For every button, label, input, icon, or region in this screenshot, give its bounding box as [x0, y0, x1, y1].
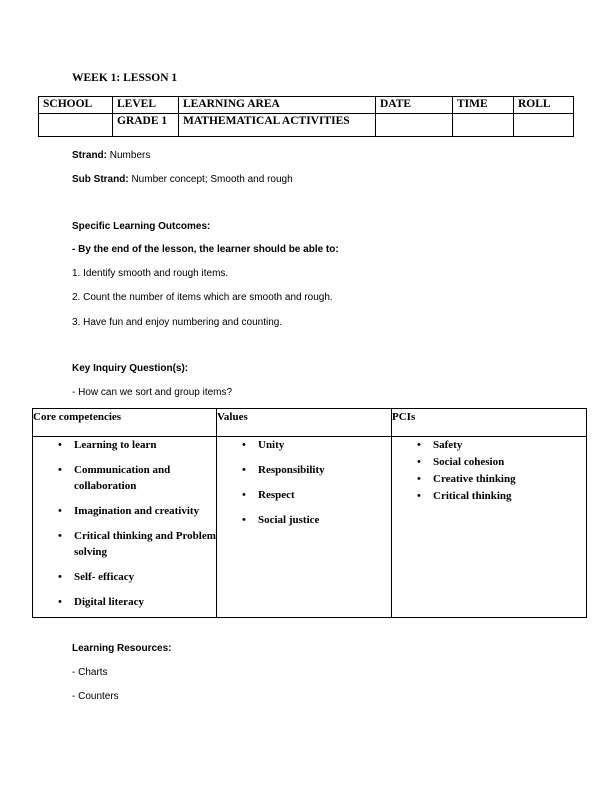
strand-value: Numbers	[107, 150, 151, 161]
list-item: • Self- efficacy	[58, 571, 135, 583]
list-item: • Creative thinking	[417, 473, 516, 485]
header-pcis: PCIs	[392, 409, 587, 437]
bullet-icon: •	[242, 464, 246, 476]
bullet-icon: •	[58, 571, 62, 583]
strand-label: Strand:	[72, 150, 107, 161]
list-item: • Learning to learn	[58, 439, 157, 451]
bullet-icon: •	[58, 530, 62, 542]
list-item: • Communication and collaboration	[58, 464, 171, 492]
cell-date	[376, 114, 453, 137]
list-item: • Unity	[242, 439, 285, 451]
lesson-title: WEEK 1: LESSON 1	[72, 72, 178, 84]
header-date: DATE	[376, 97, 453, 114]
header-learning-area: LEARNING AREA	[179, 97, 376, 114]
table-row	[39, 114, 574, 137]
values-cell	[217, 437, 392, 618]
bullet-icon: •	[417, 490, 421, 502]
outcome-item-2: 2. Count the number of items which are smooth and rough.	[72, 292, 333, 303]
competencies-header-row	[33, 409, 587, 437]
header-row	[39, 97, 574, 114]
cell-learning-area: MATHEMATICAL ACTIVITIES	[179, 114, 376, 137]
sub-strand-line	[72, 173, 293, 186]
pcis-list	[392, 437, 586, 504]
strand-line	[72, 149, 150, 162]
bullet-icon: •	[242, 514, 246, 526]
sub-strand-value: Number concept; Smooth and rough	[128, 174, 293, 185]
header-values: Values	[217, 409, 392, 437]
resource-item-2: - Counters	[72, 691, 119, 702]
cell-level: GRADE 1	[113, 114, 179, 137]
cell-roll	[514, 114, 574, 137]
outcomes-intro: - By the end of the lesson, the learner should be able to:	[72, 244, 339, 255]
bullet-icon: •	[58, 596, 62, 608]
list-item: • Imagination and creativity	[58, 505, 200, 517]
list-item: • Social cohesion	[417, 456, 505, 468]
cell-time	[453, 114, 514, 137]
bullet-icon: •	[242, 489, 246, 501]
outcomes-heading: Specific Learning Outcomes:	[72, 221, 211, 232]
core-competencies-cell	[33, 437, 217, 618]
resource-item-1: - Charts	[72, 667, 108, 678]
bullet-icon: •	[417, 439, 421, 451]
bullet-icon: •	[58, 439, 62, 451]
outcome-item-1: 1. Identify smooth and rough items.	[72, 268, 229, 279]
header-time: TIME	[453, 97, 514, 114]
pcis-cell	[392, 437, 587, 618]
outcome-item-3: 3. Have fun and enjoy numbering and counting.	[72, 317, 283, 328]
list-item: • Critical thinking	[417, 490, 512, 502]
resources-heading: Learning Resources:	[72, 643, 172, 654]
core-competencies-list	[33, 437, 216, 610]
inquiry-question: - How can we sort and group items?	[72, 387, 233, 398]
list-item: • Digital literacy	[58, 596, 144, 608]
header-core-competencies: Core competencies	[33, 409, 217, 437]
bullet-icon: •	[58, 464, 62, 476]
list-item: • Safety	[417, 439, 463, 451]
list-item: • Responsibility	[242, 464, 325, 476]
bullet-icon: •	[417, 456, 421, 468]
bullet-icon: •	[242, 439, 246, 451]
list-item: • Critical thinking and Problem solving	[58, 530, 216, 558]
bullet-icon: •	[58, 505, 62, 517]
lesson-header-table	[38, 96, 574, 137]
competencies-body-row	[33, 437, 587, 618]
values-list	[217, 437, 391, 528]
header-roll: ROLL	[514, 97, 574, 114]
list-item: • Respect	[242, 489, 295, 501]
bullet-icon: •	[417, 473, 421, 485]
header-school: SCHOOL	[39, 97, 113, 114]
list-item: • Social justice	[242, 514, 320, 526]
cell-school	[39, 114, 113, 137]
sub-strand-label: Sub Strand:	[72, 174, 129, 185]
competencies-table	[32, 408, 587, 618]
inquiry-heading: Key Inquiry Question(s):	[72, 363, 189, 374]
header-level: LEVEL	[113, 97, 179, 114]
